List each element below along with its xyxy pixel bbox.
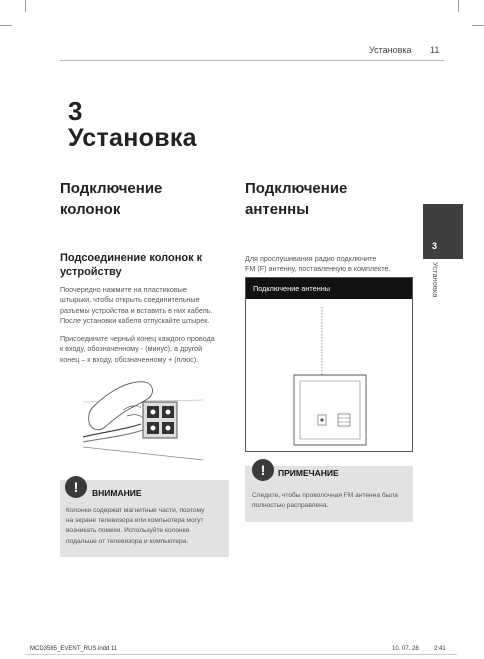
footer-time: 2:41 [434, 646, 446, 652]
header-page-number: 11 [430, 45, 440, 55]
side-tab-label: Установка [431, 262, 440, 298]
footer-date: 10. 07. 28 [392, 646, 419, 652]
text-line: После установки кабеля отпускайте штырек. [60, 316, 210, 326]
text-line: Присоедините черный конец каждого провода [60, 334, 215, 343]
warning-icon: ! [65, 476, 87, 498]
antenna-figure [245, 277, 413, 452]
caution-title: ВНИМАНИЕ [92, 488, 142, 498]
header-section: Установка [369, 45, 412, 55]
antenna-paragraph [245, 254, 420, 275]
speakers-heading-line1: Подключение [60, 180, 163, 197]
speakers-subheading-line2: устройству [60, 266, 122, 278]
speakers-subheading-line1: Подсоединение колонок к [60, 252, 203, 264]
text-line: FM (F) антенну, поставленную в комплекте. [245, 264, 391, 274]
speaker-terminal-illustration [83, 372, 203, 470]
chapter-side-tab [423, 204, 463, 259]
speakers-heading-line2: колонок [60, 201, 121, 218]
antenna-figure-label: Подключение антенны [253, 284, 331, 293]
side-tab-number: 3 [432, 241, 438, 251]
text-line: разъемы устройства и вставить в них кабель. [60, 305, 213, 315]
crop-mark [472, 25, 484, 26]
antenna-heading-line2: антенны [245, 201, 310, 218]
crop-mark [458, 0, 459, 12]
text-line: Для прослушивания радио подключите [245, 254, 377, 263]
text-line: конец – к входу, обозначенному + (плюс). [60, 354, 199, 364]
text-line: штырьки, чтобы открыть соединительные [60, 295, 200, 305]
antenna-unit-illustration [246, 299, 412, 451]
caution-text [66, 506, 226, 547]
text-line: к входу, обозначенному - (минус), а другой [60, 344, 203, 354]
antenna-heading-line1: Подключение [245, 180, 348, 197]
header-rule [60, 60, 444, 61]
crop-mark [25, 0, 26, 12]
text-line: на экране телевизора или компьютера могут [66, 517, 204, 525]
crop-mark [0, 25, 12, 26]
note-icon: ! [252, 459, 274, 481]
text-line: Колонки содержат магнитные части, поэтому [66, 507, 205, 514]
note-text [252, 491, 410, 511]
chapter-title: Установка [68, 124, 197, 152]
footer-filename: MCD3585_EVENT_RUS.indd 11 [30, 646, 118, 652]
speakers-paragraph-2 [60, 334, 245, 365]
antenna-figure-header [246, 278, 412, 299]
chapter-number: 3 [68, 96, 83, 126]
text-line: Поочередно нажмите на пластиковые [60, 285, 187, 294]
footer-rule [25, 654, 457, 655]
text-line: подальше от телевизора и компьютера. [66, 537, 189, 545]
text-line: полностью расправлена. [252, 502, 329, 510]
note-title: ПРИМЕЧАНИЕ [278, 468, 339, 478]
text-line: возникать помехи. Используйте колонки [66, 527, 190, 535]
speakers-paragraph-1 [60, 285, 245, 327]
text-line: Следите, чтобы проволочная FM антенна была [252, 492, 398, 499]
